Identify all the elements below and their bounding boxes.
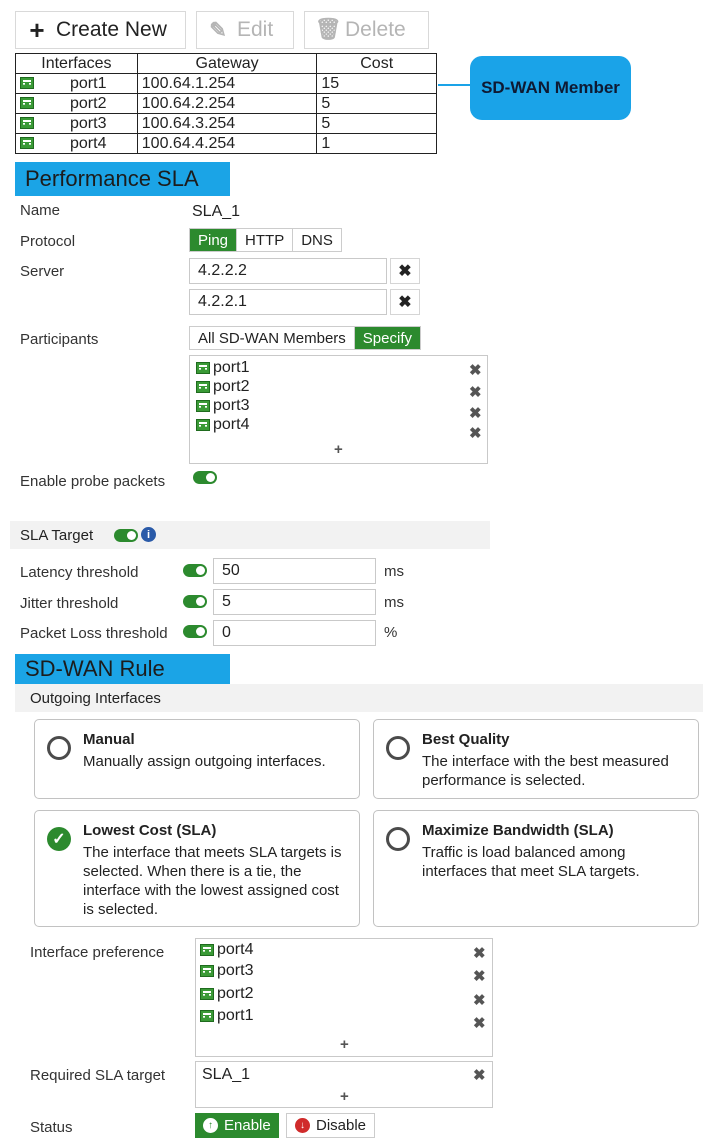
callout-connector [438,84,471,86]
participants-label: Participants [20,331,99,348]
participant-name: port3 [213,397,250,414]
radio-unchecked-icon[interactable] [386,827,410,851]
network-port-icon [196,381,210,393]
iface-cell [16,94,138,114]
interface-preference-label: Interface preference [30,944,165,961]
card-description: Traffic is load balanced among interfaces that meet SLA targets. [422,844,640,880]
latency-input[interactable]: 50 [213,558,376,584]
iface-cell [16,134,138,154]
preference-name: port3 [217,962,254,979]
iface-name: port4 [70,134,107,152]
info-icon[interactable]: i [141,527,156,542]
card-title: Best Quality [422,731,510,748]
network-port-icon [200,1010,214,1022]
plus-icon: + [29,14,45,45]
close-icon: ✖ [398,263,412,280]
packet-loss-unit: % [384,624,398,641]
cost-cell: 5 [317,114,437,134]
sla-target-toggle[interactable] [114,529,138,542]
participant-name: port4 [213,416,250,433]
preference-name: port2 [217,985,254,1002]
network-port-icon [200,944,214,956]
col-header-gateway: Gateway [137,54,317,74]
gateway-cell: 100.64.1.254 [137,74,317,94]
network-port-icon [196,362,210,374]
create-new-label: Create New [56,18,167,41]
create-new-button[interactable] [15,11,186,49]
packet-loss-toggle[interactable] [183,625,207,638]
name-value: SLA_1 [192,203,241,220]
jitter-label: Jitter threshold [20,595,119,612]
add-sla-icon[interactable]: + [340,1088,349,1105]
status-enable-button[interactable] [195,1113,279,1138]
jitter-unit: ms [384,594,404,611]
packet-loss-label: Packet Loss threshold [20,625,168,642]
edit-button[interactable] [196,11,294,49]
arrow-down-icon: ↓ [295,1118,310,1133]
outgoing-interfaces-title: Outgoing Interfaces [30,689,161,707]
arrow-up-icon: ↑ [203,1118,218,1133]
table-row[interactable] [16,134,437,154]
iface-cell [16,74,138,94]
status-label: Status [30,1119,73,1136]
strategy-card-maximize-bandwidth[interactable] [373,810,699,927]
participants-selector [189,326,421,350]
outgoing-interfaces-header [15,684,703,712]
list-item [200,1007,253,1025]
sla-target-title: SLA Target [20,526,94,544]
preference-name: port1 [217,1007,254,1024]
network-port-icon [20,137,34,149]
gateway-cell: 100.64.2.254 [137,94,317,114]
remove-server-2-button[interactable] [390,289,420,315]
card-description: The interface that meets SLA targets is selected. When there is a tie, the interface with the lowest assigned cost is selected. [83,844,342,918]
performance-sla-section-title: Performance SLA [15,162,230,196]
card-title: Maximize Bandwidth (SLA) [422,822,614,839]
latency-label: Latency threshold [20,564,139,581]
remove-preference-icon[interactable]: ✖ [473,992,486,1009]
protocol-http-option[interactable]: HTTP [237,229,293,251]
protocol-dns-option[interactable]: DNS [301,231,333,249]
status-disable-button[interactable] [286,1113,375,1138]
iface-name: port1 [70,74,107,92]
remove-participant-icon[interactable]: ✖ [469,425,482,442]
preference-name: port4 [217,941,254,958]
remove-preference-icon[interactable]: ✖ [473,968,486,985]
col-header-cost: Cost [317,54,437,74]
table-row[interactable] [16,74,437,94]
table-row[interactable] [16,94,437,114]
protocol-selector [189,228,342,252]
remove-participant-icon[interactable]: ✖ [469,384,482,401]
interface-preference-list [195,938,493,1057]
trash-icon: 🗑 [315,18,342,41]
pencil-icon: ✎ [209,18,227,42]
participants-all-option[interactable]: All SD-WAN Members [190,327,355,349]
strategy-card-best-quality[interactable] [373,719,699,799]
strategy-card-manual[interactable] [34,719,360,799]
add-preference-icon[interactable]: + [340,1036,349,1053]
radio-unchecked-icon[interactable] [386,736,410,760]
list-item [200,985,253,1003]
sdwan-member-callout: SD-WAN Member [470,56,631,120]
protocol-label: Protocol [20,233,76,250]
card-title: Lowest Cost (SLA) [83,822,217,839]
delete-label: Delete [345,18,406,41]
gateway-cell: 100.64.4.254 [137,134,317,154]
network-port-icon [20,97,34,109]
participant-name: port2 [213,378,250,395]
server-label: Server [20,263,65,280]
remove-preference-icon[interactable]: ✖ [473,1015,486,1032]
participants-list [189,355,488,464]
iface-cell [16,114,138,134]
network-port-icon [200,965,214,977]
iface-name: port3 [70,114,107,132]
edit-label: Edit [237,18,274,41]
required-sla-list [195,1061,493,1108]
list-item [196,397,249,415]
remove-server-1-button[interactable] [390,258,420,284]
list-item [196,359,249,377]
list-item [200,941,253,959]
card-description: The interface with the best measured performance is selected. [422,753,669,789]
iface-name: port2 [70,94,107,112]
participant-name: port1 [213,359,250,376]
close-icon: ✖ [398,294,412,311]
strategy-card-lowest-cost[interactable] [34,810,360,927]
sdwan-members-table [15,53,437,154]
network-port-icon [20,117,34,129]
remove-preference-icon[interactable]: ✖ [473,945,486,962]
cost-cell: 5 [317,94,437,114]
radio-checked-icon[interactable]: ✓ [47,827,71,851]
enable-label: Enable [224,1117,271,1134]
packet-loss-input[interactable]: 0 [213,620,376,646]
list-item [196,416,249,434]
col-header-interfaces: Interfaces [16,54,138,74]
gateway-cell: 100.64.3.254 [137,114,317,134]
remove-participant-icon[interactable]: ✖ [469,405,482,422]
jitter-input[interactable]: 5 [213,589,376,615]
jitter-toggle[interactable] [183,595,207,608]
card-description: Manually assign outgoing interfaces. [83,753,326,770]
server-input-1[interactable]: 4.2.2.2 [189,258,387,284]
server-input-2[interactable]: 4.2.2.1 [189,289,387,315]
table-header-row [16,54,437,74]
remove-participant-icon[interactable]: ✖ [469,362,482,379]
table-row[interactable] [16,114,437,134]
radio-unchecked-icon[interactable] [47,736,71,760]
list-item [196,378,249,396]
remove-sla-icon[interactable]: ✖ [473,1067,486,1084]
latency-unit: ms [384,563,404,580]
probe-label: Enable probe packets [20,473,166,490]
network-port-icon [200,988,214,1000]
card-title: Manual [83,731,135,748]
delete-button[interactable] [304,11,429,49]
protocol-ping-option[interactable]: Ping [190,229,237,251]
add-participant-icon[interactable]: + [334,441,343,458]
list-item: SLA_1 [202,1066,251,1083]
required-sla-label: Required SLA target [30,1067,166,1084]
sdwan-rule-section-title: SD-WAN Rule [15,654,230,684]
probe-toggle[interactable] [193,471,217,484]
network-port-icon [196,400,210,412]
participants-specify-option[interactable]: Specify [355,327,420,349]
cost-cell: 1 [317,134,437,154]
list-item [200,962,253,980]
latency-toggle[interactable] [183,564,207,577]
disable-label: Disable [316,1117,367,1134]
name-label: Name [20,202,61,219]
network-port-icon [196,419,210,431]
network-port-icon [20,77,34,89]
cost-cell: 15 [317,74,437,94]
sla-target-header [10,521,490,549]
